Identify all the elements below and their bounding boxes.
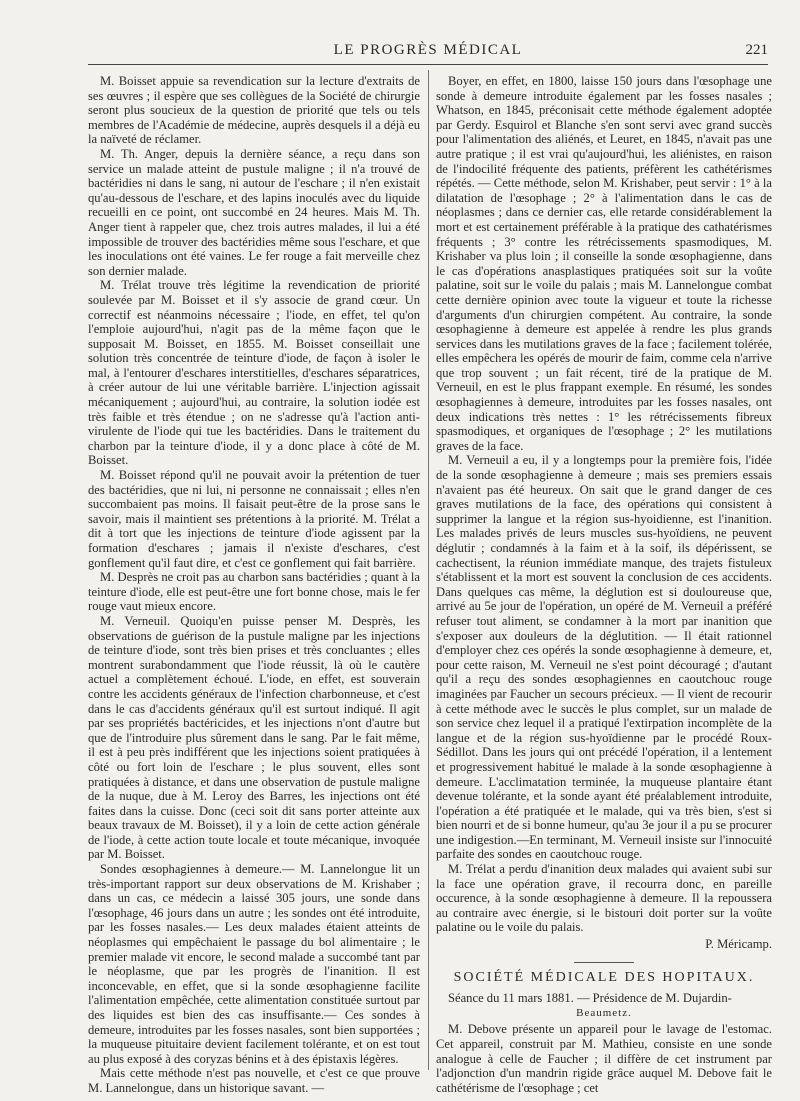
paragraph: M. Desprès ne croit pas au charbon sans bactéridies ; quant à la teinture d'iode, elle est peut-être une fort bonne chose, mais le fer rouge vaut mieux encore. — [88, 570, 420, 614]
column-divider — [428, 70, 429, 1070]
paragraph: M. Debove présente un appareil pour le lavage de l'estomac. Cet appareil, construit par M. Mathieu, consiste en une sonde analogue à celle de Faucher ; il diffère de cet instrument par l'adjonction d'un mandrin rigide grâce auquel M. Debove fait le cathétérisme de l'œsophage ; cet — [436, 1022, 772, 1095]
paragraph: M. Boisset répond qu'il ne pouvait avoir la prétention de tuer des bactéridies, que ni lui, ni personne ne connaissait ; elles n'en succombaient pas moins. Il faisait peut-être de la prose sans le savoir, mais il maintient ses prétentions à la priorité. M. Trélat a dit à tort que les injections de teinture d'iode agissent par la formation d'eschares ; jamais il n'existe d'eschares, c'est gonflement qu'il faut dire, et c'est ce gonflement qui fait barrière. — [88, 468, 420, 570]
paragraph: Sondes œsophagiennes à demeure.— M. Lannelongue lit un très-important rapport sur deux observations de M. Krishaber ; dans un cas, ce médecin a laissé 305 jours, une sonde dans l'œsophage, 46 jours dans un autre ; les sondes ont été introduite, par les fosses nasales.— Les deux malades étaient atteints de néoplasmes qui empêchaient le passage du bol alimentaire ; le premier malade vit encore, le second malade a succombé tant par le néoplasme, que par les progrès de l'inanition. Il est inconcevable, en effet, que si la sonde œsophagienne facilite l'alimentation empêchée, cette alimentation constituée surtout par des liquides est bien des cas insuffisante.— Ces sondes à demeure, introduites par les fosses nasales, sont bien supportées ; la muqueuse pituitaire devient facilement tolérante, et on est tout au plus exposé à des coryzas bénins et à des épistaxis légères. — [88, 862, 420, 1066]
paragraph: M. Trélat a perdu d'inanition deux malades qui avaient subi sur la face une opération grave, il recourra donc, en pareille occurence, à la sonde œsophagienne à demeure. Il la repoussera au contraire avec énergie, si le bistouri doit porter sur la voûte palatine ou le voile du palais. — [436, 862, 772, 935]
journal-title: LE PROGRÈS MÉDICAL — [333, 42, 523, 58]
session-line: Séance du 11 mars 1881. — Présidence de M. Dujardin- — [448, 991, 732, 1006]
paragraph: Boyer, en effet, en 1800, laisse 150 jours dans l'œsophage une sonde à demeure introduite également par les fosses nasales ; Whatson, en 1845, préconisait cette méthode également adoptée par Gerdy. Esquirol et Blanche s'en sont servi avec grand succès pour l'alimentation des aliénés, et Leuret, en 1845, n'avait pas une autre pratique ; il est vrai qu'aujourd'hui, les aliénistes, en raison de l'indocilité fréquente des patients, préfèrent les cathétérismes répétés. — Cette méthode, selon M. Krishaber, peut servir : 1° à la dilatation de l'œsophage ; 2° à l'alimentation dans le cas de néoplasmes ; dans ce dernier cas, elle retarde considérablement la mort et est certainement préférable à la pratique des cathatérismes fréquents ; 3° contre les rétrécissements spasmodiques, M. Krishaber va plus loin ; il conseille la sonde œsophagienne, dans le cas d'opérations anasplastiques pratiquées soit sur la voûte palatine, soit sur le voile du palais ; mais M. Lannelongue combat cette dernière opinion avec toute la vigueur et toute la richesse d'arguments d'un chirurgien compétent. Au contraire, la sonde œsophagienne à demeure est appelée à rendre les plus grands services dans les mutilations graves de la face ; facilement tolérée, elles empêchera les opérés de mourir de faim, comme cela n'arrive que trop souvent ; un fait récent, tiré de la pratique de M. Verneuil, en est le plus frappant exemple. En résumé, les sondes œsophagiennes à demeure, introduites par les fosses nasales, ont deux indications très nettes : 1° les rétrécissements fibreux spasmodiques, et organiques de l'œsophage ; 2° les mutilations graves de la face. — [436, 74, 772, 453]
section-title: SOCIÉTÉ MÉDICALE DES HOPITAUX. — [453, 969, 755, 985]
session-line-continued: Beaumetz. — [576, 1006, 632, 1019]
section-separator — [574, 962, 634, 963]
header-rule — [88, 64, 768, 65]
left-column — [88, 74, 420, 1096]
page-header — [88, 40, 768, 62]
paragraph: M. Boisset appuie sa revendication sur la lecture d'extraits de ses œuvres ; il espère que ses collègues de la Société de chirurgie seront plus soucieux de la question de priorité que tels ou tels membres de l'Académie de médecine, auprès desquels il a déjà eu la naïveté de réclamer. — [88, 74, 420, 147]
paragraph: M. Verneuil a eu, il y a longtemps pour la première fois, l'idée de la sonde œsophagienne à demeure ; mais ses premiers essais n'avaient pas été heureux. On sait que le grand danger de ces graves mutilations de la face, des opérations qui consistent à supprimer la langue et la région sus-hyoidienne, est l'inanition. Les malades privés de leurs muscles sus-hyoïdiens, ne peuvent déglutir ; condamnés à la faim et à la soif, ils dépérissent, se cachectisent, la réunion immédiate manque, des trajets fistuleux s'établissent et la mort est souvent la conclusion de ces accidents. Dans quelques cas même, la déglution est si douloureuse que, arrivé au 5e jour de l'opération, un opéré de M. Verneuil a préféré refuser tout aliment, se condamner à la mort par inanition que s'exposer aux douleurs de la déglutition. — Il était rationnel d'employer chez ces opérés la sonde œsophagienne à demeure, et, pour cette raison, M. Verneuil ne s'est point découragé ; d'autant qu'il a reçu des sondes œsophagiennes en caoutchouc rouge imaginées par Faucher un secours précieux. — Il vient de recourir à cette méthode avec le succès le plus complet, sur un malade de son service chez lequel il a pratiqué l'extirpation incomplète de la langue et de la région sus-hyoïdienne par le procédé Roux-Sédillot. Dans les jours qui ont précédé l'opération, il a lentement et progressivement habitué le malade à la sonde œsophagienne à demeure. L'acclimatation terminée, la muqueuse plantaire étant devenue tolérante, et la sonde ayant été préalablement introduite, l'opération a été pratiquée et le malade, qui va très bien, s'est si bien nourri et de si bonne humeur, qu'au 3e jour il a pu se procurer une indigestion.—En terminant, M. Verneuil insiste sur l'innocuité parfaite des sondes en caoutchouc rouge. — [436, 453, 772, 862]
paragraph: M. Trélat trouve très légitime la revendication de priorité soulevée par M. Boisset et il s'y associe de grand cœur. Un correctif est néanmoins nécessaire ; l'iode, en effet, tel qu'on l'emploie aujourd'hui, n'agit pas de la même façon que le supposait M. Boisset, en 1855. M. Boisset conseillait une solution très concentrée de teinture d'iode, de façon à isoler le mal, à l'entourer d'eschares interstitielles, d'eschares séparatrices, à créer autour de lui une véritable barrière. L'injection agissait mécaniquement ; aujourd'hui, au contraire, la solution iodée est très faible et très étendue ; on ne s'adresse qu'à l'action anti-virulente de l'iode qui tue les bactéridies. Dans le traitement du charbon par la teinture d'iode, il y a donc place à côté de M. Boisset. — [88, 278, 420, 468]
paragraph: M. Th. Anger, depuis la dernière séance, a reçu dans son service un malade atteint de pustule maligne ; il n'a trouvé de bactéridies ni dans le sang, ni autour de l'eschare ; il n'en existait qu'au-dessous de l'eschare, et des lapins inoculés avec du liquide recueilli en ce point, ont succombé en 24 heures. Mais M. Th. Anger tient à rappeler que, chez trois autres malades, il lui a été impossible de trouver des bactéridies même sous l'eschare, et que les inoculations ont été vaines. Le fer rouge a fait merveille chez son dernier malade. — [88, 146, 420, 278]
page-number: 221 — [745, 42, 768, 58]
author-signature: P. Méricamp. — [705, 937, 772, 952]
paragraph: Mais cette méthode n'est pas nouvelle, et c'est ce que prouve M. Lannelongue, dans un historique savant. — — [88, 1066, 420, 1095]
paragraph: M. Verneuil. Quoiqu'en puisse penser M. Desprès, les observations de guérison de la pustule maligne par les injections de teinture d'iode, sont très bien prises et très concluantes ; elles montrent surabondamment que l'iode réussit, là où le cautère actuel a complètement échoué. L'iode, en effet, est souverain contre les accidents généraux de l'infection charbonneuse, et c'est dans le cas d'accidents généraux qu'il est surtout indiqué. Il agit par ses propriétés bactéricides, et les injections n'ont d'autre but que de l'introduire plus sûrement dans le sang. Par le fait même, il est à peu près indifférent que les injections soient pratiquées à côté ou fort loin de l'eschare ; le plus souvent, elles sont pratiquées à distance, et dans une observation de pustule maligne de la nuque, due à M. Leroy des Barres, les injections ont été faites dans la cuisse. Donc (ceci soit dit sans porter atteinte aux beaux travaux de M. Boisset), il y a loin de cette action générale de l'iode, à cette action toute locale et toute mécanique, invoquée par M. Boisset. — [88, 613, 420, 862]
right-column — [436, 74, 772, 1095]
